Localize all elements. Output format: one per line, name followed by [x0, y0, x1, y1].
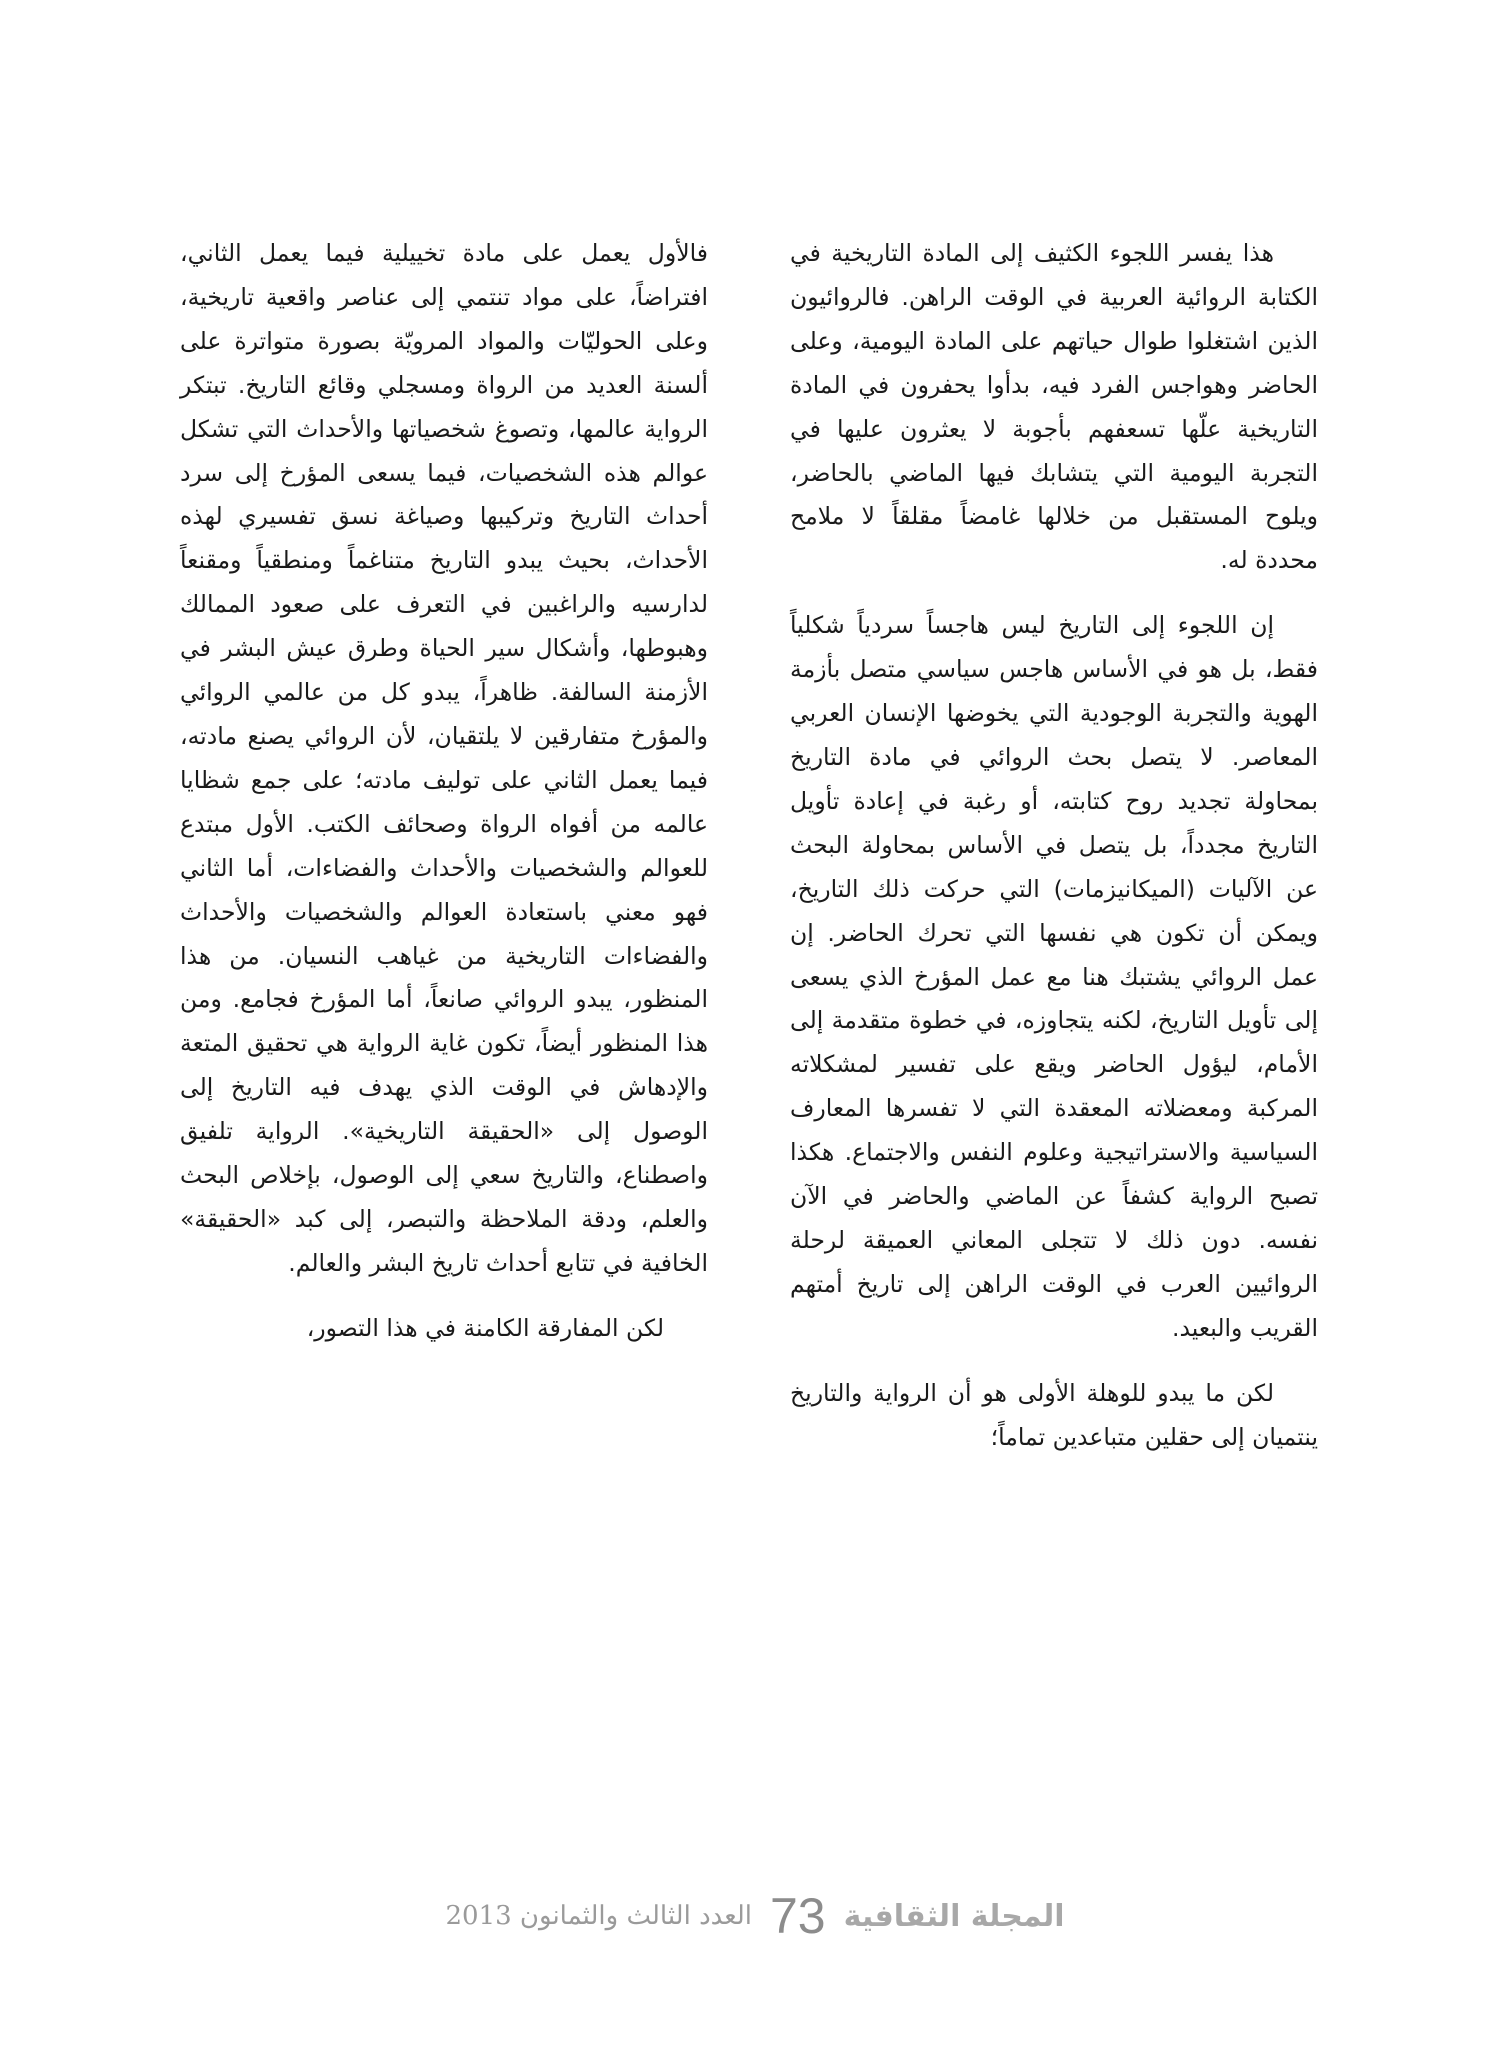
page-number: 73	[770, 1888, 826, 1944]
magazine-name: المجلة الثقافية	[843, 1898, 1065, 1934]
paragraph: هذا يفسر اللجوء الكثيف إلى المادة التاريخية في الكتابة الروائية العربية في الوقت الراهن. فالروائيون الذين اشتغلوا طوال حياتهم على المادة اليومية، وعلى الحاضر وهواجس الفرد فيه، بدأوا يحفرون في المادة التاريخية علّها تسعفهم بأجوبة لا يعثرون عليها في التجربة اليومية التي يتشابك فيها الماضي بالحاضر، ويلوح المستقبل من خلالها غامضاً مقلقاً لا ملامح محددة له.	[790, 239, 1318, 575]
paragraph: لكن ما يبدو للوهلة الأولى هو أن الرواية والتاريخ ينتميان إلى حقلين متباعدين تماماً؛	[790, 1378, 1318, 1451]
issue-label: العدد الثالث والثمانون 2013	[445, 1901, 752, 1931]
paragraph: لكن المفارقة الكامنة في هذا التصور،	[306, 1313, 664, 1342]
left-text-column	[180, 232, 708, 1372]
paragraph: إن اللجوء إلى التاريخ ليس هاجساً سردياً شكلياً فقط، بل هو في الأساس هاجس سياسي متصل بأزمة الهوية والتجربة الوجودية التي يخوضها الإنسان العربي المعاصر. لا يتصل بحث الروائي في مادة التاريخ بمحاولة تجديد روح كتابته، أو رغبة في إعادة تأويل التاريخ مجدداً، بل يتصل في الأساس بمحاولة البحث عن الآليات (الميكانيزمات) التي حركت ذلك التاريخ، ويمكن أن تكون هي نفسها التي تحرك الحاضر. إن عمل الروائي يشتبك هنا مع عمل المؤرخ الذي يسعى إلى تأويل التاريخ، لكنه يتجاوزه، في خطوة متقدمة إلى الأمام، ليؤول الحاضر ويقع على تفسير لمشكلاته المركبة ومعضلاته المعقدة التي لا تفسرها المعارف السياسية والاستراتيجية وعلوم النفس والاجتماع. هكذا تصبح الرواية كشفاً عن الماضي والحاضر في الآن نفسه. دون ذلك لا تتجلى المعاني العميقة لرحلة الروائيين العرب في الوقت الراهن إلى تاريخ أمتهم القريب والبعيد.	[790, 611, 1318, 1342]
right-text-column	[790, 232, 1318, 1480]
paragraph: فالأول يعمل على مادة تخييلية فيما يعمل الثاني، افتراضاً، على مواد تنتمي إلى عناصر واقعية تاريخية، وعلى الحوليّات والمواد المرويّة بصورة متواترة على ألسنة العديد من الرواة ومسجلي وقائع التاريخ. تبتكر الرواية عالمها، وتصوغ شخصياتها والأحداث التي تشكل عوالم هذه الشخصيات، فيما يسعى المؤرخ إلى سرد أحداث التاريخ وتركيبها وصياغة نسق تفسيري لهذه الأحداث، بحيث يبدو التاريخ متناغماً ومنطقياً ومقنعاً لدارسيه والراغبين في التعرف على صعود الممالك وهبوطها، وأشكال سير الحياة وطرق عيش البشر في الأزمنة السالفة. ظاهراً، يبدو كل من عالمي الروائي والمؤرخ متفارقين لا يلتقيان، لأن الروائي يصنع مادته، فيما يعمل الثاني على توليف مادته؛ على جمع شظايا عالمه من أفواه الرواة وصحائف الكتب. الأول مبتدع للعوالم والشخصيات والأحداث والفضاءات، أما الثاني فهو معني باستعادة العوالم والشخصيات والأحداث والفضاءات التاريخية من غياهب النسيان. من هذا المنظور، يبدو الروائي صانعاً، أما المؤرخ فجامع. ومن هذا المنظور أيضاً، تكون غاية الرواية هي تحقيق المتعة والإدهاش في الوقت الذي يهدف فيه التاريخ إلى الوصول إلى «الحقيقة التاريخية». الرواية تلفيق واصطناع، والتاريخ سعي إلى الوصول، بإخلاص البحث والعلم، ودقة الملاحظة والتبصر، إلى كبد «الحقيقة» الخافية في تتابع أحداث تاريخ البشر والعالم.	[180, 239, 708, 1277]
page-footer	[430, 1886, 1080, 1946]
